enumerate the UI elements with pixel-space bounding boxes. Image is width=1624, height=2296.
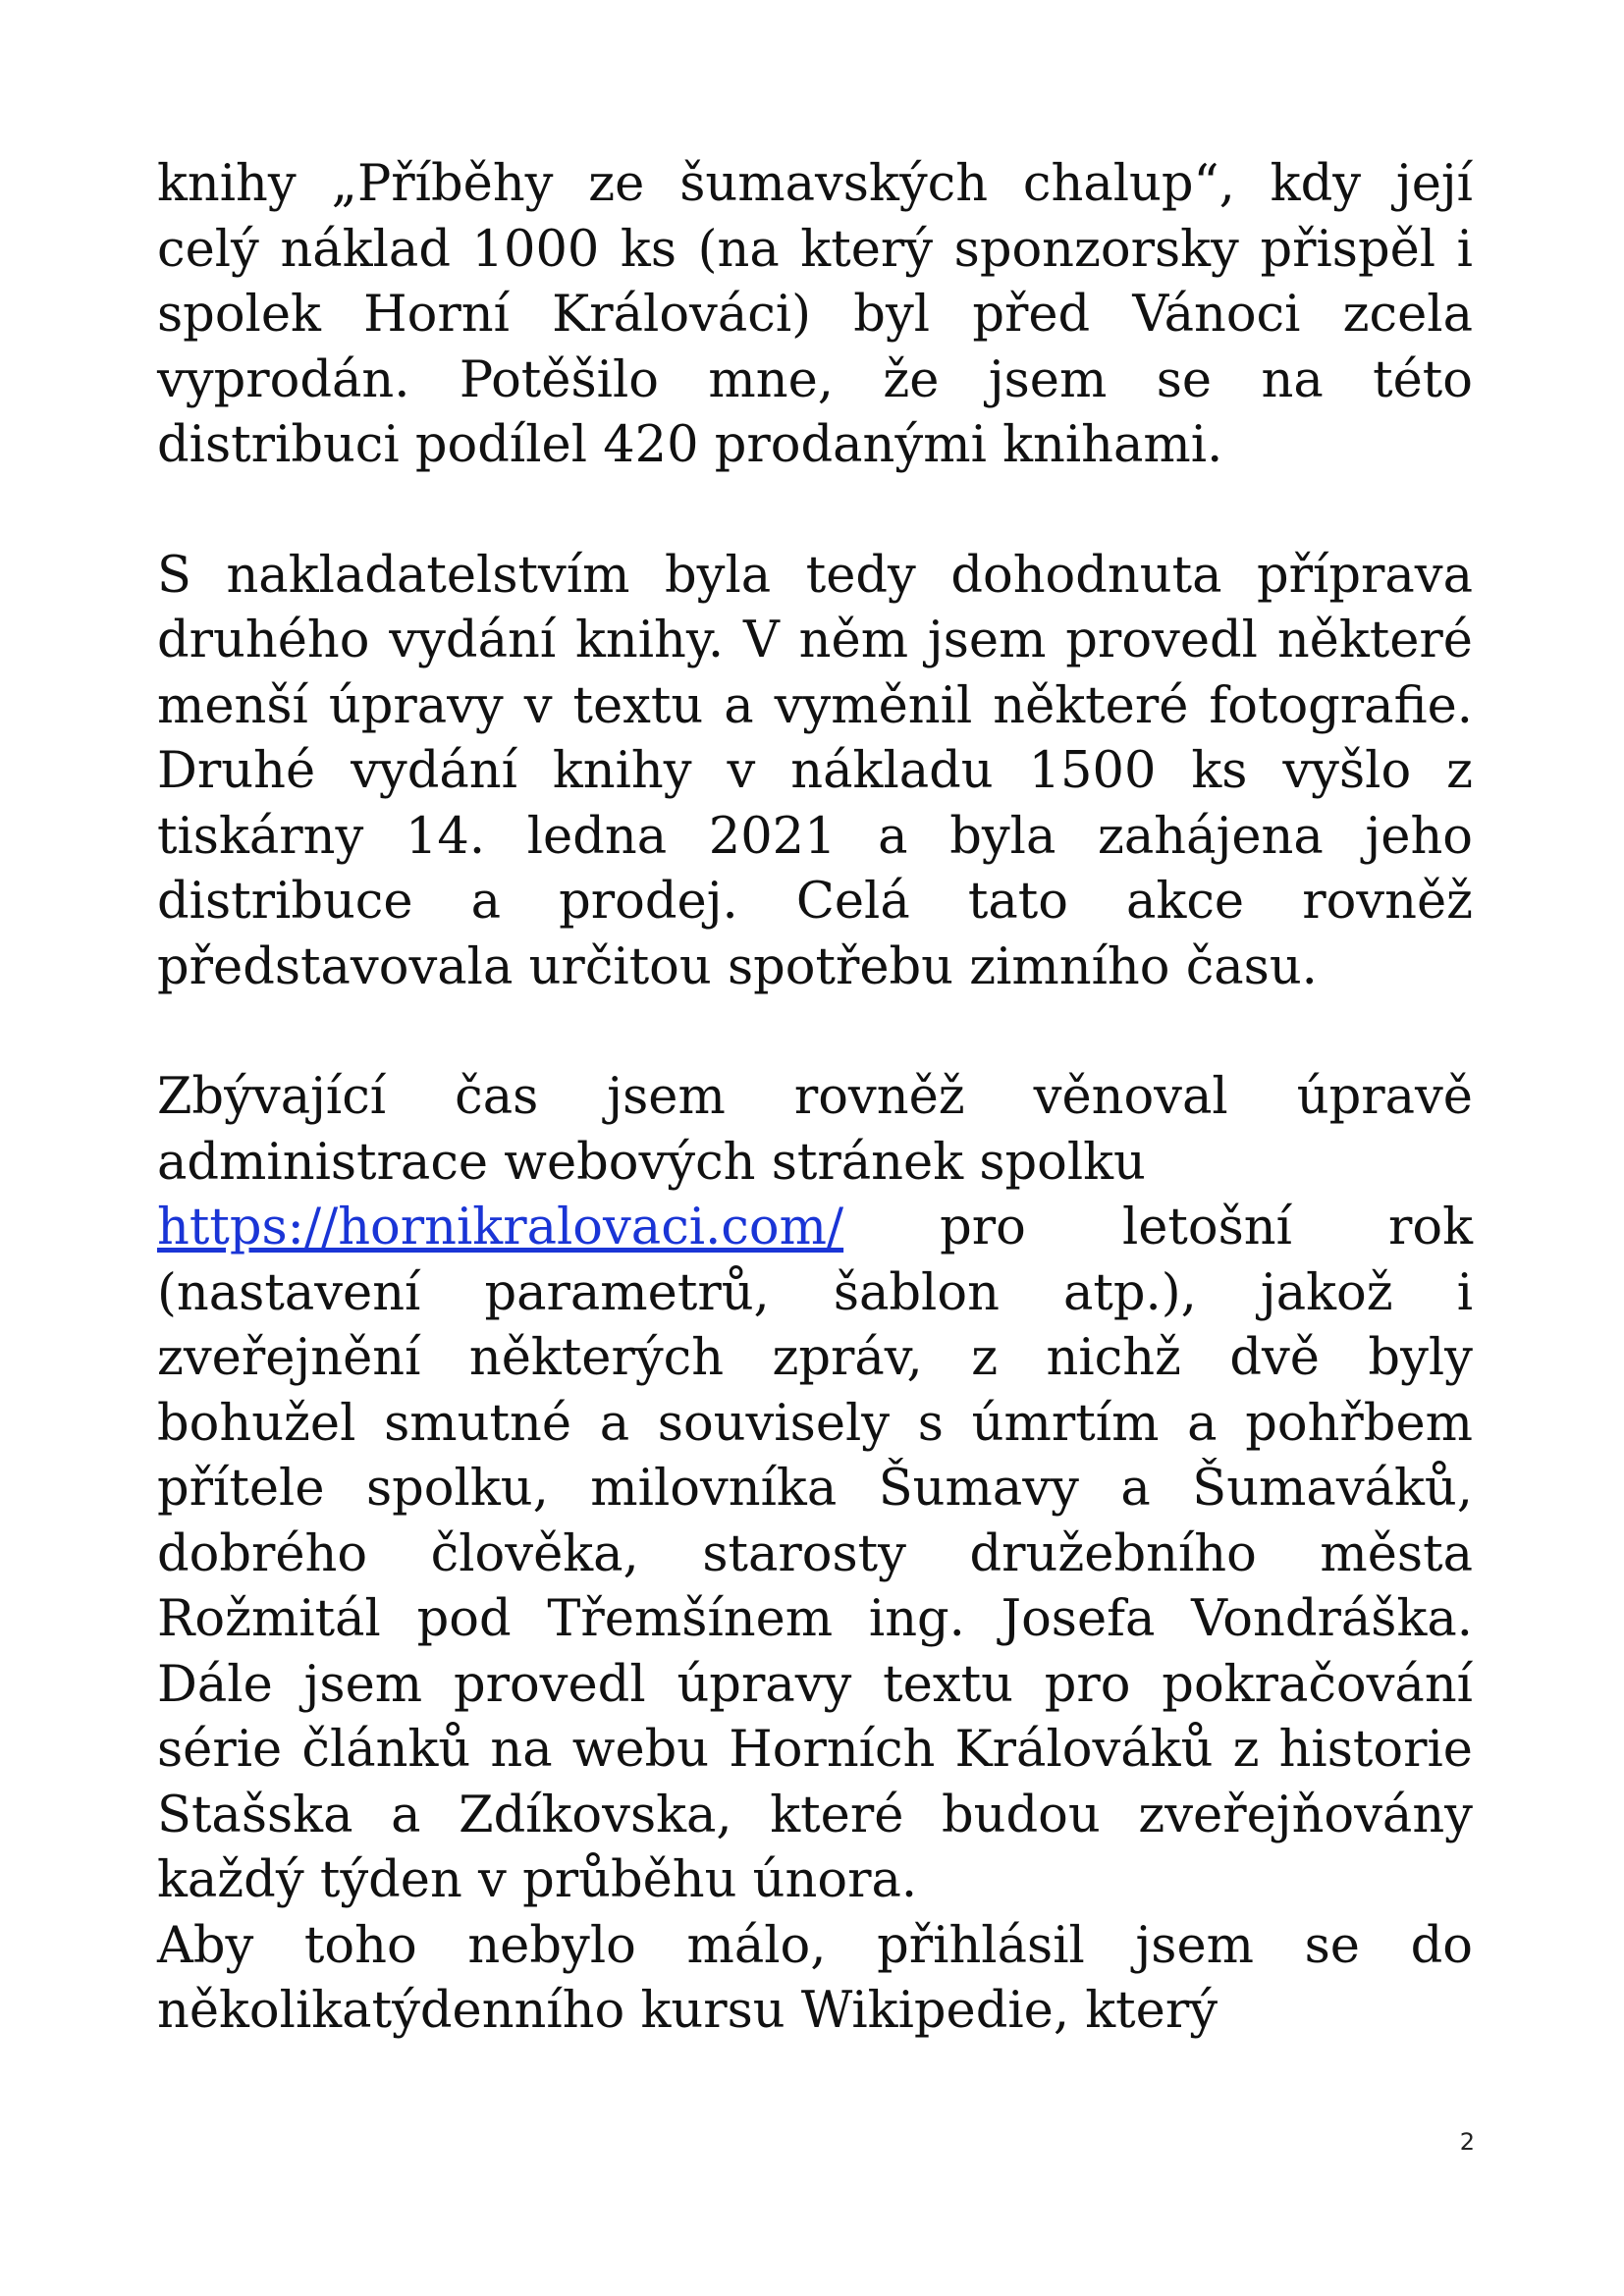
page-number: 2 — [1459, 2128, 1475, 2156]
paragraph-second-edition: S nakladatelstvím byla tedy dohodnuta příprava druhého vydání knihy. V něm jsem provedl některé menší úpravy v textu a vyměnil některé fotografie. Druhé vydání knihy v nákladu 1500 ks vyšlo z tiskárny 14. ledna 2021 a byla zahájena jeho distribuce a prodej. Celá tato akce rovněž představovala určitou spotřebu zimního času. — [157, 546, 1473, 996]
paragraph-wikipedia-course: Aby toho nebylo málo, přihlásil jsem se do několikatýdenního kursu Wikipedie, který — [157, 1916, 1473, 2040]
paragraph-website-rest: pro letošní rok (nastavení parametrů, šablon atp.), jakož i zveřejnění některých zpráv, z nichž dvě byly bohužel smutné a souvisely s úmrtím a pohřbem přítele spolku, milovníka Šumavy a Šumaváků, dobrého člověka, starosty družebního města Rožmitál pod Třemšínem ing. Josefa Vondráška. Dále jsem provedl úpravy textu pro pokračování série článků na webu Horních Králováků z historie Stašska a Zdíkovska, které budou zveřejňovány každý týden v průběhu února. — [157, 1199, 1473, 1909]
document-body — [157, 152, 1473, 2045]
paragraph-spacer — [157, 1000, 1473, 1065]
paragraph-website — [157, 1065, 1473, 1914]
website-link[interactable]: https://hornikralovaci.com/ — [157, 1199, 844, 1256]
paragraph-website-intro: Zbývající čas jsem rovněž věnoval úpravě administrace webových stránek spolku — [157, 1068, 1473, 1192]
paragraph-spacer — [157, 479, 1473, 544]
paragraph-book-sales: knihy „Příběhy ze šumavských chalup“, kdy její celý náklad 1000 ks (na který sponzorsky přispěl i spolek Horní Králováci) byl před Vánoci zcela vyprodán. Potěšilo mne, že jsem se na této distribuci podílel 420 prodanými knihami. — [157, 155, 1473, 474]
